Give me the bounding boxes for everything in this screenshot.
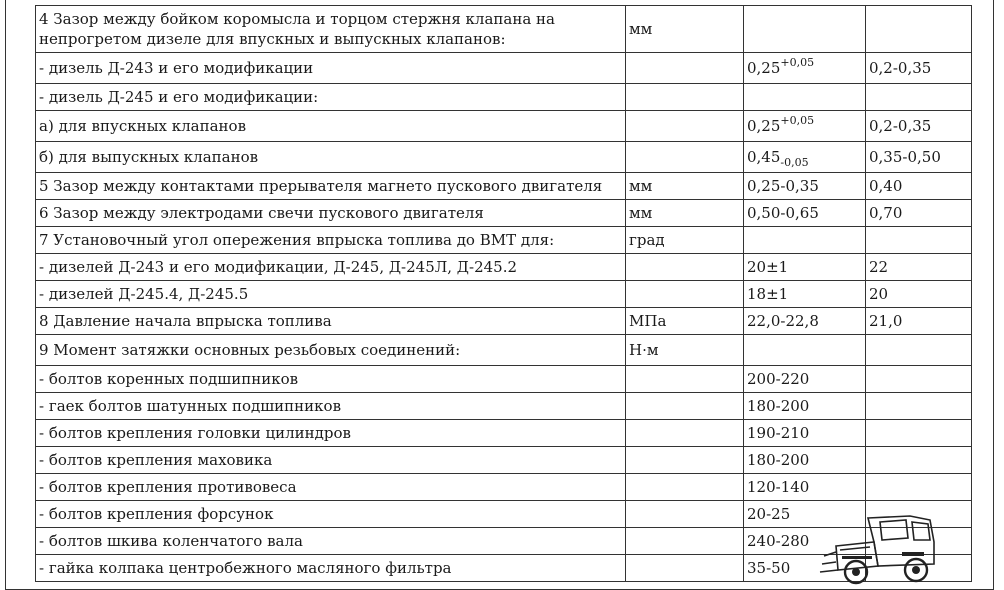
unit-cell: мм (626, 173, 744, 200)
unit-cell (626, 281, 744, 308)
tolerance-superscript: +0,05 (780, 56, 815, 69)
limit-value-cell (866, 6, 972, 53)
table-row (36, 308, 972, 335)
nominal-value-cell (744, 200, 866, 227)
nominal-value-cell (744, 173, 866, 200)
nominal-value-cell (744, 335, 866, 366)
nominal-value: 0,25 (747, 59, 781, 77)
nominal-value: 20±1 (747, 258, 789, 276)
table-row (36, 474, 972, 501)
unit-cell (626, 84, 744, 111)
unit-cell (626, 420, 744, 447)
nominal-value: 20-25 (747, 505, 791, 523)
parameter-cell: 7 Установочный угол опережения впрыска топлива до ВМТ для: (36, 227, 626, 254)
parameter-cell: - гаек болтов шатунных подшипников (36, 393, 626, 420)
limit-value-cell (866, 474, 972, 501)
parameter-cell: - болтов крепления противовеса (36, 474, 626, 501)
parameter-cell: 6 Зазор между электродами свечи пускового двигателя (36, 200, 626, 227)
spec-table (35, 5, 972, 582)
table-row (36, 447, 972, 474)
nominal-value-cell (744, 447, 866, 474)
table-row (36, 281, 972, 308)
nominal-value: 180-200 (747, 451, 810, 469)
table-row (36, 420, 972, 447)
nominal-value: 0,25 (747, 117, 781, 135)
limit-value-cell: 20 (866, 281, 972, 308)
nominal-value-cell (744, 420, 866, 447)
parameter-cell: - болтов крепления маховика (36, 447, 626, 474)
parameter-cell: - болтов крепления головки цилиндров (36, 420, 626, 447)
nominal-value: 18±1 (747, 285, 789, 303)
unit-cell: град (626, 227, 744, 254)
parameter-cell: б) для выпускных клапанов (36, 142, 626, 173)
nominal-value-cell (744, 53, 866, 84)
parameter-cell: - болтов коренных подшипников (36, 366, 626, 393)
unit-cell (626, 254, 744, 281)
limit-value-cell (866, 447, 972, 474)
nominal-value: 0,45 (747, 148, 781, 166)
unit-cell (626, 555, 744, 582)
parameter-cell: - болтов крепления форсунок (36, 501, 626, 528)
parameter-cell: 9 Момент затяжки основных резьбовых соединений: (36, 335, 626, 366)
limit-value-cell (866, 227, 972, 254)
limit-value-cell: 0,40 (866, 173, 972, 200)
nominal-value: 35-50 (747, 559, 791, 577)
nominal-value-cell (744, 142, 866, 173)
parameter-cell: - дизель Д-243 и его модификации (36, 53, 626, 84)
parameter-cell: 4 Зазор между бойком коромысла и торцом стержня клапана на непрогретом дизеле для впускных и выпускных клапанов: (36, 6, 626, 53)
truck-illustration-icon (818, 512, 940, 586)
unit-cell (626, 111, 744, 142)
unit-cell (626, 142, 744, 173)
limit-value-cell (866, 393, 972, 420)
unit-cell (626, 447, 744, 474)
limit-value-cell: 22 (866, 254, 972, 281)
table-row (36, 366, 972, 393)
parameter-cell: - дизелей Д-243 и его модификации, Д-245, Д-245Л, Д-245.2 (36, 254, 626, 281)
page-border-left (5, 0, 6, 590)
nominal-value-cell (744, 474, 866, 501)
table-row (36, 173, 972, 200)
parameter-cell: - болтов шкива коленчатого вала (36, 528, 626, 555)
tolerance-subscript: -0,05 (780, 156, 809, 169)
unit-cell (626, 366, 744, 393)
nominal-value-cell (744, 393, 866, 420)
unit-cell (626, 474, 744, 501)
nominal-value: 200-220 (747, 370, 810, 388)
parameter-cell: 5 Зазор между контактами прерывателя магнето пускового двигателя (36, 173, 626, 200)
nominal-value: 180-200 (747, 397, 810, 415)
table-row (36, 393, 972, 420)
nominal-value-cell (744, 227, 866, 254)
parameter-cell: а) для впускных клапанов (36, 111, 626, 142)
limit-value-cell: 0,35-0,50 (866, 142, 972, 173)
table-row (36, 142, 972, 173)
unit-cell (626, 501, 744, 528)
limit-value-cell (866, 335, 972, 366)
nominal-value-cell (744, 281, 866, 308)
nominal-value-cell (744, 84, 866, 111)
nominal-value-cell (744, 254, 866, 281)
table-row (36, 6, 972, 53)
parameter-cell: - дизель Д-245 и его модификации: (36, 84, 626, 111)
table-row (36, 111, 972, 142)
unit-cell: Н·м (626, 335, 744, 366)
limit-value-cell: 0,2-0,35 (866, 53, 972, 84)
nominal-value: 0,50-0,65 (747, 204, 819, 222)
unit-cell (626, 528, 744, 555)
table-row (36, 227, 972, 254)
table-row (36, 254, 972, 281)
nominal-value-cell (744, 6, 866, 53)
unit-cell: мм (626, 6, 744, 53)
parameter-cell: - дизелей Д-245.4, Д-245.5 (36, 281, 626, 308)
nominal-value-cell (744, 111, 866, 142)
parameter-cell: 8 Давление начала впрыска топлива (36, 308, 626, 335)
unit-cell: МПа (626, 308, 744, 335)
spec-table-body (36, 6, 972, 582)
limit-value-cell: 0,70 (866, 200, 972, 227)
nominal-value: 190-210 (747, 424, 810, 442)
nominal-value: 0,25-0,35 (747, 177, 819, 195)
limit-value-cell: 21,0 (866, 308, 972, 335)
nominal-value: 120-140 (747, 478, 810, 496)
limit-value-cell (866, 84, 972, 111)
nominal-value-cell (744, 366, 866, 393)
unit-cell (626, 53, 744, 84)
unit-cell (626, 393, 744, 420)
nominal-value: 240-280 (747, 532, 810, 550)
table-row (36, 84, 972, 111)
table-row (36, 200, 972, 227)
nominal-value: 22,0-22,8 (747, 312, 819, 330)
table-row (36, 335, 972, 366)
nominal-value-cell (744, 308, 866, 335)
limit-value-cell (866, 420, 972, 447)
table-row (36, 53, 972, 84)
limit-value-cell: 0,2-0,35 (866, 111, 972, 142)
unit-cell: мм (626, 200, 744, 227)
page-border-right (993, 0, 994, 590)
tolerance-superscript: +0,05 (780, 114, 815, 127)
parameter-cell: - гайка колпака центробежного масляного фильтра (36, 555, 626, 582)
limit-value-cell (866, 366, 972, 393)
